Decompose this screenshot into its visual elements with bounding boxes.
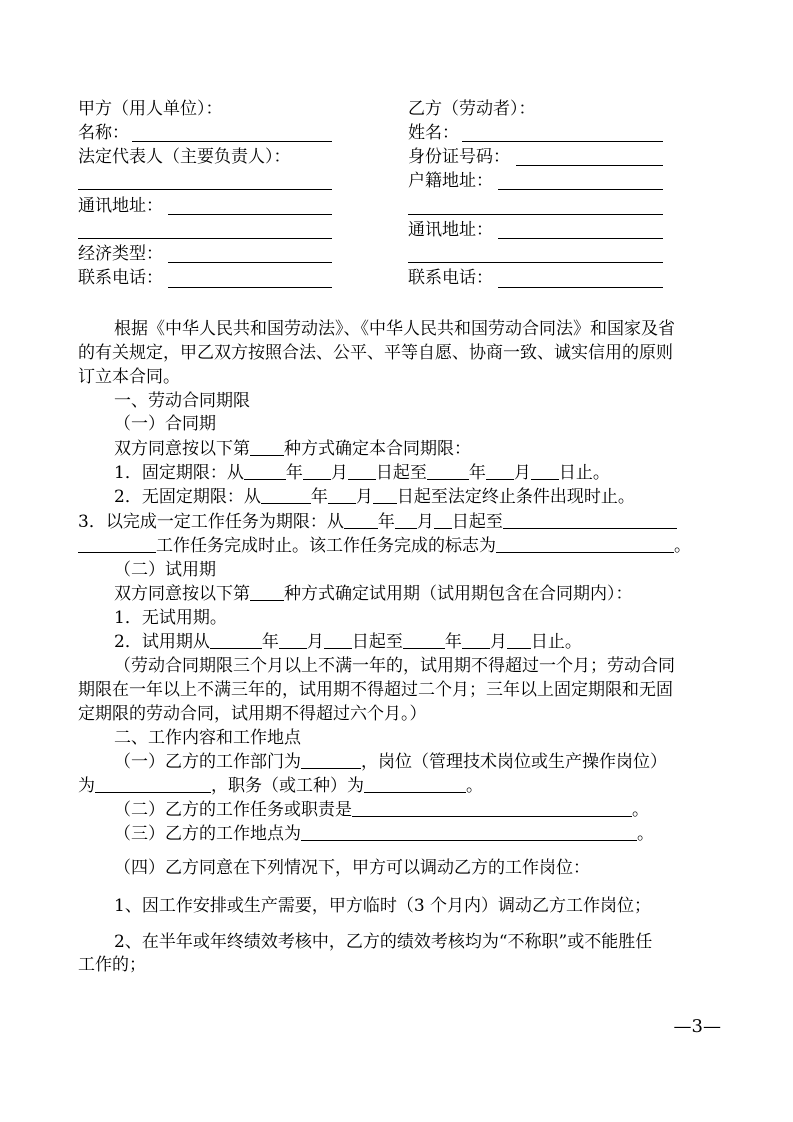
trial-period-line	[114, 631, 582, 653]
fixed-start-year-blank[interactable]	[244, 463, 286, 480]
party-a-phone-field[interactable]	[168, 287, 332, 288]
fixed-term-label: 1．固定期限：从	[114, 463, 244, 483]
trial-method-line	[114, 583, 633, 605]
section-1-title: 一、劳动合同期限	[114, 391, 250, 411]
contract-method-text-a: 双方同意按以下第	[114, 439, 250, 459]
trial-start-year-blank[interactable]	[210, 632, 262, 649]
task-end-blank[interactable]	[503, 512, 677, 529]
party-b-id-label: 身份证号码：	[408, 147, 510, 167]
month-label: 月	[416, 512, 434, 532]
work-task-blank[interactable]	[352, 800, 632, 817]
fixed-end-day-blank[interactable]	[531, 463, 559, 480]
transfer-clause: （四）乙方同意在下列情况下，甲方可以调动乙方的工作岗位：	[114, 858, 590, 878]
period-mark: 。	[674, 536, 691, 556]
contract-method-line	[114, 438, 471, 460]
work-location-blank[interactable]	[301, 824, 637, 841]
party-b-id-field[interactable]	[516, 165, 663, 166]
trial-period-label: 2．试用期从	[114, 632, 210, 652]
work-dept-label: （一）乙方的工作部门为	[114, 752, 301, 772]
work-location-label: （三）乙方的工作地点为	[114, 824, 301, 844]
post-blank[interactable]	[95, 776, 211, 793]
duty-blank[interactable]	[364, 776, 466, 793]
party-a-address-field[interactable]	[168, 214, 332, 215]
trial-end-year-blank[interactable]	[403, 632, 445, 649]
month-label: 月	[489, 632, 507, 652]
period-mark: 。	[637, 824, 654, 844]
trial-start-month-blank[interactable]	[279, 632, 307, 649]
transfer-case-1: 1、因工作安排或生产需要，甲方临时（3 个月内）调动乙方工作岗位；	[114, 896, 652, 916]
year-label: 年	[261, 632, 279, 652]
nonfixed-day-blank[interactable]	[373, 487, 397, 504]
work-location-line	[114, 823, 654, 845]
fixed-term-line	[114, 462, 610, 484]
preamble-line-2: 的有关规定，甲乙双方按照合法、公平、平等自愿、协商一致、诚实信用的原则	[78, 343, 673, 363]
trial-period-subtitle: （二）试用期	[114, 560, 216, 580]
work-task-label: （二）乙方的工作任务或职责是	[114, 800, 352, 820]
party-b-household-label: 户籍地址：	[408, 171, 493, 191]
period-mark: 。	[466, 776, 483, 796]
party-a-econ-type-field[interactable]	[168, 262, 332, 263]
task-year-blank[interactable]	[344, 512, 378, 529]
preamble-line-3: 订立本合同。	[78, 367, 180, 387]
party-b-phone-label: 联系电话：	[408, 268, 493, 288]
task-complete-text: 工作任务完成时止。该工作任务完成的标志为	[156, 536, 496, 556]
month-label: 月	[513, 463, 531, 483]
party-b-household-field[interactable]	[498, 189, 663, 190]
work-task-line	[114, 799, 649, 821]
month-label: 月	[306, 632, 324, 652]
trial-note-line-1: （劳动合同期限三个月以上不满一年的，试用期不得超过一个月；劳动合同	[114, 656, 675, 676]
trial-note-line-3: 定期限的劳动合同，试用期不得超过六个月。）	[78, 704, 427, 724]
task-term-line	[78, 511, 677, 533]
preamble-line-1: 根据《中华人民共和国劳动法》、《中华人民共和国劳动合同法》和国家及省	[114, 319, 675, 339]
party-a-address-label: 通讯地址：	[78, 196, 163, 216]
party-b-heading: 乙方（劳动者）：	[408, 99, 536, 119]
month-label: 月	[355, 487, 373, 507]
party-a-name-label: 名称：	[78, 123, 129, 143]
fixed-start-day-blank[interactable]	[348, 463, 376, 480]
post-line	[78, 775, 483, 797]
contract-method-text-b: 种方式确定本合同期限：	[284, 439, 471, 459]
day-end-label: 日止。	[530, 632, 582, 652]
task-term-line-2	[78, 535, 691, 557]
page-number: —3—	[673, 1016, 721, 1037]
party-b-address-field-2[interactable]	[408, 262, 663, 263]
year-label: 年	[468, 463, 486, 483]
day-from-label: 日起至	[375, 463, 427, 483]
party-b-household-field-2[interactable]	[408, 214, 663, 215]
year-label: 年	[377, 512, 395, 532]
day-end-label: 日止。	[558, 463, 610, 483]
trial-method-text-a: 双方同意按以下第	[114, 584, 250, 604]
party-b-address-label: 通讯地址：	[408, 220, 493, 240]
fixed-end-month-blank[interactable]	[486, 463, 514, 480]
no-trial-line: 1．无试用期。	[114, 608, 227, 628]
transfer-case-2-line-2: 工作的；	[78, 955, 146, 975]
party-b-phone-field[interactable]	[498, 287, 663, 288]
nonfixed-suffix: 日起至法定终止条件出现时止。	[396, 487, 635, 507]
month-label: 月	[330, 463, 348, 483]
party-a-legal-rep-label: 法定代表人（主要负责人）：	[78, 147, 291, 167]
task-day-blank[interactable]	[434, 512, 452, 529]
nonfixed-year-blank[interactable]	[261, 487, 311, 504]
nonfixed-month-blank[interactable]	[328, 487, 356, 504]
year-label: 年	[310, 487, 328, 507]
party-a-heading: 甲方（用人单位）：	[78, 99, 223, 119]
trial-note-line-2: 期限在一年以上不满三年的，试用期不得超过二个月；三年以上固定期限和无固	[78, 680, 673, 700]
task-mark-blank[interactable]	[496, 536, 674, 553]
transfer-case-2-line-1: 2、在半年或年终绩效考核中，乙方的绩效考核均为“不称职”或不能胜任	[114, 932, 653, 952]
task-end-blank-2[interactable]	[78, 536, 156, 553]
trial-start-day-blank[interactable]	[324, 632, 352, 649]
trial-end-day-blank[interactable]	[507, 632, 531, 649]
party-a-name-field[interactable]	[132, 141, 332, 142]
party-a-econ-type-label: 经济类型：	[78, 244, 163, 264]
work-dept-blank[interactable]	[301, 752, 361, 769]
task-term-label: 3．以完成一定工作任务为期限：从	[78, 512, 344, 532]
contract-period-subtitle: （一）合同期	[114, 414, 216, 434]
nonfixed-term-label: 2．无固定期限：从	[114, 487, 261, 507]
nonfixed-term-line	[114, 486, 635, 508]
year-label: 年	[444, 632, 462, 652]
section-2-title: 二、工作内容和工作地点	[114, 728, 301, 748]
trial-method-blank[interactable]	[250, 584, 284, 601]
contract-method-blank[interactable]	[250, 439, 284, 456]
party-a-legal-rep-field[interactable]	[78, 189, 332, 190]
post-prefix: 为	[78, 776, 95, 796]
party-a-phone-label: 联系电话：	[78, 268, 163, 288]
fixed-end-year-blank[interactable]	[427, 463, 469, 480]
day-from-label: 日起至	[451, 512, 503, 532]
task-month-blank[interactable]	[395, 512, 417, 529]
day-from-label: 日起至	[351, 632, 403, 652]
period-mark: 。	[632, 800, 649, 820]
year-label: 年	[285, 463, 303, 483]
party-b-address-field[interactable]	[498, 238, 663, 239]
duty-label: ，职务（或工种）为	[211, 776, 364, 796]
party-b-name-label: 姓名：	[408, 123, 459, 143]
post-label: ，岗位（管理技术岗位或生产操作岗位）	[361, 752, 667, 772]
work-dept-line	[114, 751, 667, 773]
party-b-name-field[interactable]	[462, 141, 663, 142]
fixed-start-month-blank[interactable]	[303, 463, 331, 480]
trial-end-month-blank[interactable]	[462, 632, 490, 649]
trial-method-text-b: 种方式确定试用期（试用期包含在合同期内）：	[284, 584, 633, 604]
party-a-address-field-2[interactable]	[78, 238, 332, 239]
